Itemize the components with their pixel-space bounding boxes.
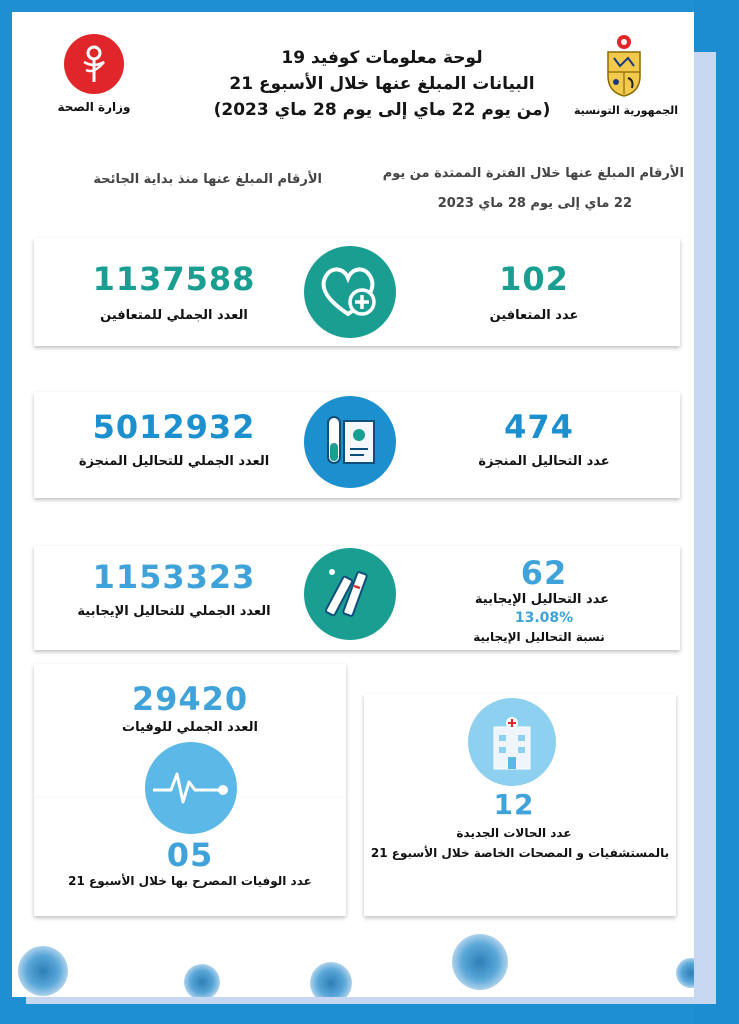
recovered-total-value: 1137588	[92, 260, 256, 298]
hospital-label-line1: عدد الحالات الجديدة	[456, 826, 572, 840]
hospital-value: 12	[493, 788, 535, 821]
deaths-weekly-label: عدد الوفيات المصرح بها خلال الأسبوع 21	[68, 874, 312, 888]
deaths-weekly-value: 05	[166, 836, 214, 874]
positives-total-value: 1153323	[92, 558, 256, 596]
hospital-card	[364, 694, 676, 916]
virus-decoration-icon	[18, 946, 68, 996]
recovered-weekly-label: عدد المتعافين	[489, 308, 579, 323]
hospital-icon	[468, 698, 556, 786]
test-tube-report-icon	[304, 396, 396, 488]
positives-card	[34, 546, 680, 650]
page-date-range: (من يوم 22 ماي إلى يوم 28 ماي 2023)	[213, 100, 551, 120]
weekly-heading-line1: الأرقام المبلغ عنها خلال الفترة الممتدة من يوم	[382, 166, 684, 181]
rapid-test-icon	[304, 548, 396, 640]
tests-total-value: 5012932	[92, 408, 256, 446]
virus-decoration-icon	[184, 964, 220, 997]
virus-decoration-icon	[676, 958, 694, 988]
positives-weekly-label: عدد التحاليل الإيجابية	[474, 592, 610, 607]
virus-decoration-icon	[310, 962, 352, 997]
recovered-total-label: العدد الجملي للمتعافين	[100, 308, 248, 323]
coat-of-arms-icon	[602, 34, 646, 98]
positives-rate-value: 13.08%	[514, 610, 574, 626]
recovered-weekly-value: 102	[499, 260, 569, 298]
tests-weekly-value: 474	[504, 408, 574, 446]
page-title: لوحة معلومات كوفيد 19	[281, 48, 483, 68]
recovered-card	[34, 238, 680, 346]
cumulative-heading: الأرقام المبلغ عنها منذ بداية الجائحة	[93, 172, 322, 187]
hospital-label-line2: بالمستشفيات و المصحات الخاصة خلال الأسبوع 21	[370, 846, 670, 860]
weekly-heading-line2: 22 ماي إلى يوم 28 ماي 2023	[437, 196, 632, 211]
deaths-total-value: 29420	[131, 680, 249, 718]
page-subtitle: البيانات المبلغ عنها خلال الأسبوع 21	[229, 74, 535, 94]
heart-plus-icon	[304, 246, 396, 338]
deaths-total-label: العدد الجملي للوفيات	[122, 720, 258, 735]
infographic-sheet	[12, 12, 694, 997]
positives-total-label: العدد الجملي للتحاليل الإيجابية	[77, 604, 271, 619]
ministry-logo-icon	[64, 34, 124, 94]
tests-card	[34, 392, 680, 498]
heartbeat-line-icon	[145, 742, 237, 834]
ministry-label: وزارة الصحة	[57, 100, 131, 114]
republic-label: الجمهورية التونسية	[573, 104, 679, 117]
positives-rate-label: نسبة التحاليل الإيجابية	[473, 630, 605, 644]
virus-decoration-icon	[452, 934, 508, 990]
positives-weekly-value: 62	[520, 554, 568, 592]
tests-weekly-label: عدد التحاليل المنجزة	[478, 454, 610, 469]
tests-total-label: العدد الجملي للتحاليل المنجزة	[78, 454, 270, 469]
